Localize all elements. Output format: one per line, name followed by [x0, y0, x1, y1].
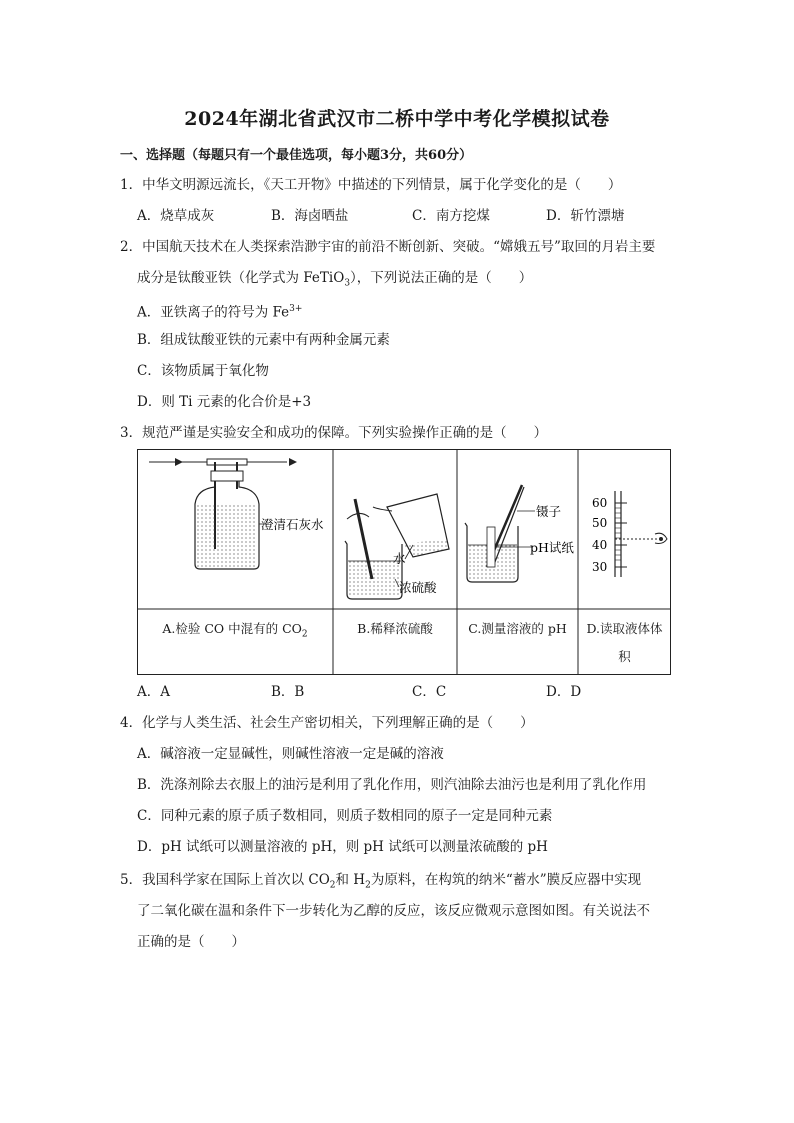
- q4-option-a[interactable]: A．碱溶液一定显碱性，则碱性溶液一定是碱的溶液: [137, 746, 444, 762]
- page-title: 2024年湖北省武汉市二桥中学中考化学模拟试卷: [184, 108, 610, 130]
- tweezers-ph-icon: [465, 485, 535, 582]
- q5-stem-line2: 了二氧化碳在温和条件下一步转化为乙醇的反应，该反应微观示意图如图。有关说法不: [137, 903, 650, 919]
- q1-option-a[interactable]: A．烧草成灰: [137, 208, 215, 224]
- q3-option-c[interactable]: C．C: [412, 684, 447, 700]
- caption-d-line2: 积: [618, 649, 631, 664]
- q3-option-b[interactable]: B．B: [271, 684, 305, 700]
- q4-option-c[interactable]: C．同种元素的原子质子数相同，则质子数相同的原子一定是同种元素: [137, 808, 553, 824]
- caption-a: A.检验 CO 中混有的 $CO_2$: [162, 621, 308, 640]
- scale-30: 30: [592, 560, 608, 574]
- q3-stem: 3．规范严谨是实验安全和成功的保障。下列实验操作正确的是（ ）: [120, 425, 548, 441]
- gas-washing-bottle-icon: [149, 458, 297, 569]
- label-water: 水: [393, 551, 406, 566]
- q5-stem-line1: 5．我国科学家在国际上首次以 $CO_2$和 $H_2$为原料，在构筑的纳米“蓄水”膜反应器中实现: [120, 872, 642, 891]
- label-limewater: 澄清石灰水: [261, 517, 324, 532]
- scale-40: 40: [592, 538, 608, 552]
- caption-b: B.稀释浓硫酸: [357, 621, 433, 636]
- q2-option-c[interactable]: C．该物质属于氧化物: [137, 363, 269, 379]
- q1-option-d[interactable]: D．斩竹漂塘: [546, 208, 625, 224]
- label-concentrated-acid: 浓硫酸: [399, 580, 437, 595]
- q2-option-b[interactable]: B．组成钛酸亚铁的元素中有两种金属元素: [137, 332, 390, 348]
- q3-figure-table: [137, 449, 671, 675]
- q1-stem: 1．中华文明源远流长，《天工开物》中描述的下列情景，属于化学变化的是（ ）: [120, 177, 622, 193]
- q3-option-a[interactable]: A．A: [137, 684, 170, 700]
- section-heading: 一、选择题（每题只有一个最佳选项，每小题3分，共60分）: [120, 148, 473, 163]
- q2-option-a[interactable]: A．亚铁离子的符号为 $Fe^{3+}$: [137, 304, 303, 321]
- q2-option-d[interactable]: D．则 Ti 元素的化合价是+3: [137, 394, 312, 410]
- graduated-cylinder-icon: [615, 491, 667, 577]
- q5-stem-line3: 正确的是（ ）: [137, 934, 245, 950]
- q4-option-b[interactable]: B．洗涤剂除去衣服上的油污是利用了乳化作用，则汽油除去油污也是利用了乳化作用: [137, 777, 647, 793]
- q4-stem: 4．化学与人类生活、社会生产密切相关，下列理解正确的是（ ）: [120, 715, 534, 731]
- caption-c: C.测量溶液的 pH: [468, 621, 567, 636]
- scale-50: 50: [592, 516, 608, 530]
- caption-d-line1: D.读取液体体: [586, 621, 663, 636]
- scale-60: 60: [592, 496, 608, 510]
- label-tweezers: 镊子: [536, 504, 562, 519]
- q2-stem-line1: 2．中国航天技术在人类探索浩渺宇宙的前沿不断创新、突破。“嫦娥五号”取回的月岩主要: [120, 239, 656, 255]
- label-ph-paper: pH试纸: [530, 540, 574, 555]
- q1-option-c[interactable]: C．南方挖煤: [412, 208, 490, 224]
- q4-option-d[interactable]: D．pH 试纸可以测量溶液的 pH，则 pH 试纸可以测量浓硫酸的 pH: [137, 839, 548, 855]
- q3-option-d[interactable]: D．D: [546, 684, 582, 700]
- q2-stem-line2: 成分是钛酸亚铁（化学式为 FeTiO$_3$），下列说法正确的是（ ）: [137, 270, 533, 289]
- q1-option-b[interactable]: B．海卤晒盐: [271, 208, 349, 224]
